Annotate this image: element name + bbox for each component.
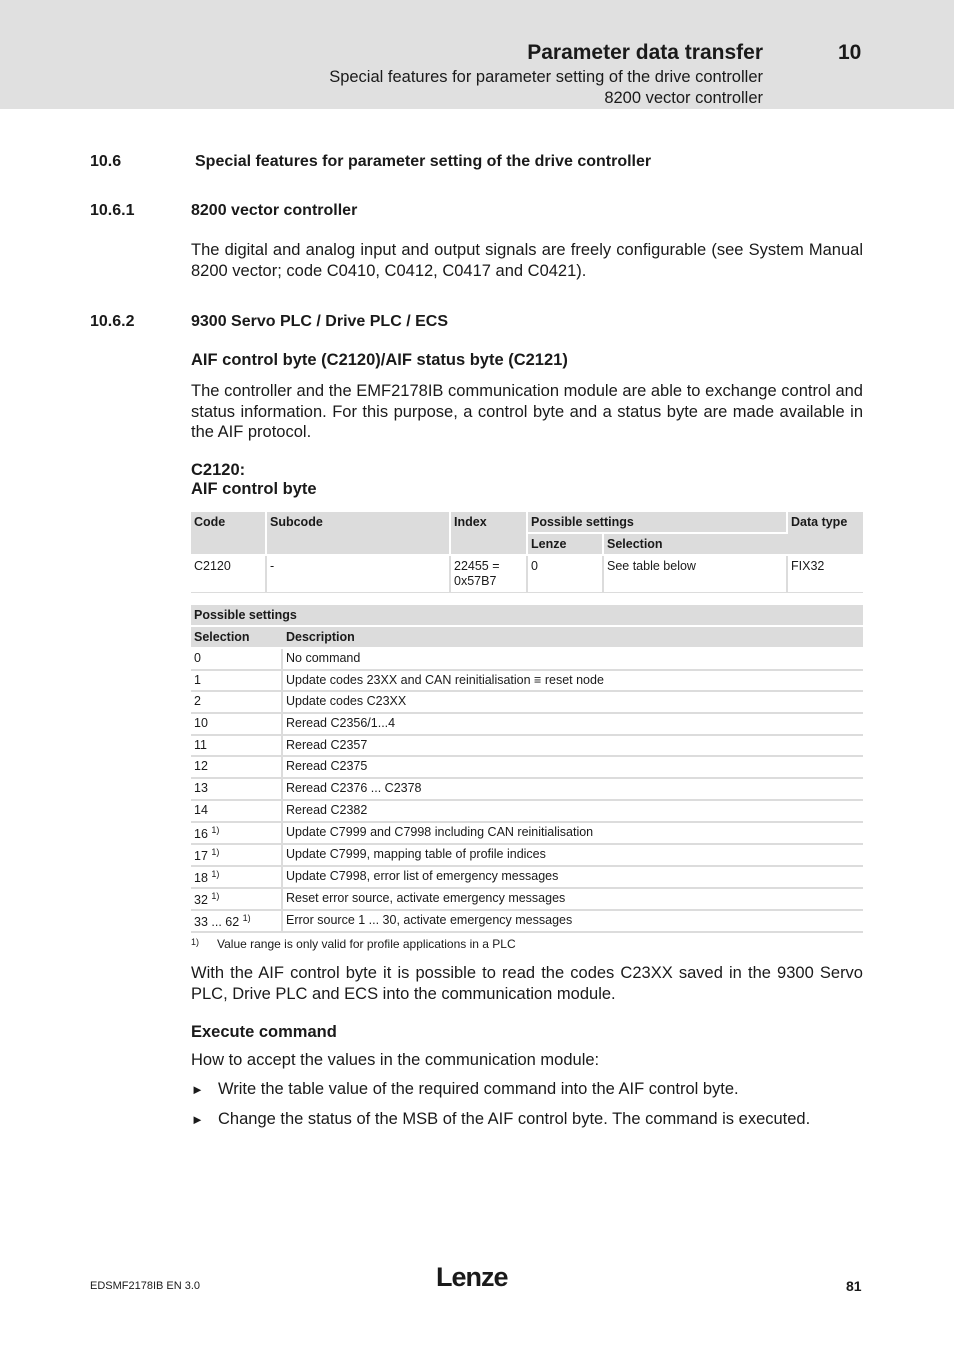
possible-settings-table bbox=[191, 605, 863, 933]
selection-value: 11 bbox=[194, 737, 207, 752]
subsection-title: 9300 Servo PLC / Drive PLC / ECS bbox=[191, 313, 448, 330]
cell-selection bbox=[191, 779, 283, 801]
cell-description: No command bbox=[283, 649, 863, 671]
header-band bbox=[0, 0, 954, 109]
table-row bbox=[191, 889, 863, 911]
subsection-number: 10.6.2 bbox=[90, 313, 135, 330]
cell-description: Reset error source, activate emergency messages bbox=[283, 889, 863, 911]
right-triangle-arrow-icon: ► bbox=[191, 1082, 204, 1097]
paragraph: The digital and analog input and output signals are freely configurable (see System Manual 8200 vector; code C0410, C0412, C0417 and C0421). bbox=[191, 241, 863, 280]
selection-value: 14 bbox=[194, 802, 208, 817]
page-header-subtitle: Special features for parameter setting of the drive controller bbox=[329, 68, 763, 86]
cell-selection bbox=[191, 845, 283, 867]
cell-selection bbox=[191, 692, 283, 714]
right-triangle-arrow-icon: ► bbox=[191, 1112, 204, 1127]
cell-selection bbox=[191, 867, 283, 889]
list-item bbox=[191, 1110, 810, 1129]
selection-value: 10 bbox=[194, 716, 208, 731]
col-header-code: Code bbox=[191, 512, 267, 556]
table-row bbox=[191, 736, 863, 758]
selection-value: 17 bbox=[194, 848, 208, 863]
cell-description: Reread C2357 bbox=[283, 736, 863, 758]
selection-value: 1 bbox=[194, 672, 201, 687]
table-row bbox=[191, 867, 863, 889]
paragraph: The controller and the EMF2178IB communication module are able to exchange control and status information. For this purpose, a control byte and a status byte are made available in the AIF protocol. bbox=[191, 382, 863, 441]
cell-selection bbox=[191, 736, 283, 758]
footnote-ref: 1) bbox=[211, 846, 220, 857]
col-header-data-type: Data type bbox=[788, 512, 863, 556]
table-row bbox=[191, 845, 863, 867]
col-header-lenze: Lenze bbox=[528, 534, 604, 556]
page-header-subtitle-2: 8200 vector controller bbox=[604, 89, 763, 107]
table-row bbox=[191, 779, 863, 801]
selection-value: 12 bbox=[194, 759, 208, 774]
list-item bbox=[191, 1080, 739, 1099]
selection-value: 13 bbox=[194, 781, 208, 796]
cell-selection bbox=[191, 757, 283, 779]
cell-index bbox=[451, 556, 528, 593]
selection-value: 32 bbox=[194, 892, 208, 907]
cell-selection bbox=[191, 823, 283, 845]
cell-selection: See table below bbox=[604, 556, 788, 593]
selection-value: 18 bbox=[194, 870, 208, 885]
cell-selection bbox=[191, 649, 283, 671]
index-hex: 0x57B7 bbox=[454, 574, 497, 588]
col-header-selection: Selection bbox=[604, 534, 788, 556]
cell-description: Update C7999 and C7998 including CAN reinitialisation bbox=[283, 823, 863, 845]
cell-selection bbox=[191, 671, 283, 693]
cell-selection bbox=[191, 801, 283, 823]
paragraph: With the AIF control byte it is possible to read the codes C23XX saved in the 9300 Servo PLC, Drive PLC and ECS into the communication module. bbox=[191, 964, 863, 1003]
cell-selection bbox=[191, 889, 283, 911]
col-header-index: Index bbox=[451, 512, 528, 556]
footnote-mark: 1) bbox=[191, 937, 200, 947]
table-row bbox=[191, 757, 863, 779]
selection-value: 16 bbox=[194, 826, 208, 841]
footnote-ref: 1) bbox=[211, 824, 220, 835]
section-title: Special features for parameter setting of the drive controller bbox=[195, 153, 652, 170]
section-number: 10.6 bbox=[90, 153, 122, 170]
cell-description: Reread C2375 bbox=[283, 757, 863, 779]
page-header-title: Parameter data transfer bbox=[527, 41, 763, 64]
table-row bbox=[191, 556, 863, 593]
table-row bbox=[191, 649, 863, 671]
selection-value: 0 bbox=[194, 651, 201, 665]
col-header-description: Description bbox=[283, 627, 863, 649]
table-row bbox=[191, 692, 863, 714]
table-row bbox=[191, 823, 863, 845]
cell-description: Update codes 23XX and CAN reinitialisation ≡ reset node bbox=[283, 671, 863, 693]
subheading: AIF control byte (C2120)/AIF status byte (C2121) bbox=[191, 351, 568, 369]
cell-data-type: FIX32 bbox=[788, 556, 863, 593]
cell-description: Reread C2376 ... C2378 bbox=[283, 779, 863, 801]
cell-code: C2120 bbox=[191, 556, 267, 593]
lenze-logo: Lenze bbox=[436, 1262, 508, 1292]
page-number: 81 bbox=[846, 1278, 862, 1294]
cell-description: Reread C2382 bbox=[283, 801, 863, 823]
cell-selection bbox=[191, 714, 283, 736]
cell-description: Update C7999, mapping table of profile indices bbox=[283, 845, 863, 867]
cell-description: Reread C2356/1...4 bbox=[283, 714, 863, 736]
parameter-table bbox=[191, 512, 863, 593]
subsection-title: 8200 vector controller bbox=[191, 202, 358, 219]
table-row bbox=[191, 801, 863, 823]
chapter-number: 10 bbox=[838, 41, 862, 64]
cell-lenze: 0 bbox=[528, 556, 604, 593]
col-header-possible-settings: Possible settings bbox=[528, 512, 788, 534]
table-row bbox=[191, 671, 863, 693]
col-header-subcode: Subcode bbox=[267, 512, 451, 556]
footnote-text: Value range is only valid for profile applications in a PLC bbox=[217, 937, 516, 951]
list-item-text: Change the status of the MSB of the AIF control byte. The command is executed. bbox=[218, 1110, 811, 1128]
footnote-ref: 1) bbox=[242, 912, 251, 923]
footnote bbox=[191, 937, 516, 951]
cell-description: Update codes C23XX bbox=[283, 692, 863, 714]
document-id: EDSMF2178IB EN 3.0 bbox=[90, 1280, 201, 1292]
footnote-ref: 1) bbox=[211, 868, 220, 879]
cell-selection bbox=[191, 911, 283, 933]
list-item-text: Write the table value of the required command into the AIF control byte. bbox=[218, 1080, 739, 1098]
cell-subcode: - bbox=[267, 556, 451, 593]
subsection-number: 10.6.1 bbox=[90, 202, 135, 219]
footnote-ref: 1) bbox=[211, 890, 220, 901]
code-caption: C2120: bbox=[191, 461, 246, 479]
settings-table-title: Possible settings bbox=[191, 605, 863, 627]
paragraph: How to accept the values in the communication module: bbox=[191, 1051, 600, 1069]
selection-value: 2 bbox=[194, 694, 201, 709]
table-row bbox=[191, 911, 863, 933]
table-row bbox=[191, 714, 863, 736]
subheading: Execute command bbox=[191, 1023, 337, 1041]
selection-value: 33 ... 62 bbox=[194, 914, 240, 929]
cell-description: Error source 1 ... 30, activate emergency messages bbox=[283, 911, 863, 933]
index-decimal: 22455 = bbox=[454, 559, 500, 573]
cell-description: Update C7998, error list of emergency messages bbox=[283, 867, 863, 889]
col-header-selection: Selection bbox=[191, 627, 283, 649]
code-caption-title: AIF control byte bbox=[191, 480, 317, 498]
